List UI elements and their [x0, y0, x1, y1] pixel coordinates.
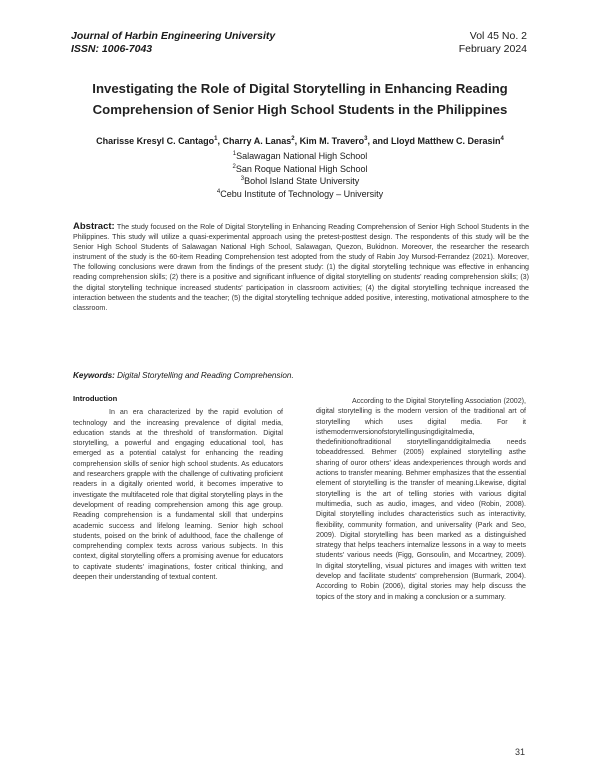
affiliation: [60, 188, 540, 201]
introduction-paragraph-1: In an era characterized by the rapid evolution of technology and the increasing prevalence of digital media, education stands at the threshold of transformation. Digital storytelling, a powerful and engaging educational tool, has emerged as a potential catalyst for enhancing the reading comprehension skills of senior high school students. As educators and researchers grapple with the challenge of cultivating proficient readers in a digitally oriented world, it becomes imperative to investigate the multifaceted role that digital storytelling plays in the development of reading comprehension among this age group. Reading comprehension is a fundamental skill that underpins academic success and lifelong learning. Senior high school students, poised on the brink of adulthood, face the challenge of comprehending complex texts across various subjects. In this context, digital storytelling offers a promising avenue for educators to captivate students' imaginations, foster critical thinking, and deepen their understanding of textual content.: [73, 408, 283, 582]
author-separator: ,: [217, 136, 223, 146]
affiliation: [60, 150, 540, 163]
paper-title: Investigating the Role of Digital Storytelling in Enhancing Reading Comprehension of Senior High School Students in the Philippines: [92, 81, 508, 117]
journal-date: February 2024: [458, 43, 527, 55]
affiliation-name: San Roque National High School: [235, 163, 368, 174]
page-number: 31: [514, 747, 525, 757]
author-separator: , and: [367, 136, 391, 146]
keywords-text: Digital Storytelling and Reading Comprehension.: [117, 371, 294, 380]
abstract-text: The study focused on the Role of Digital Storytelling in Enhancing Reading Comprehension of Senior High School Students in the Philippines. This study will utilize a quasi-experimental approach using the pretest-posttest design. The respondents of this study will be the Senior High School Students of Salawagan National High School, Salawagan, Quezon, Bukidnon. Moreover, the researcher the research instrument of the study is the 60-item Reading Comprehension test adopted from the study of Rabin Joy Mursod-Ferrandez (2021). Moreover, The following conclusions were drawn from the findings of the present study: (1) the digital storytelling technique was effective in enhancing reading comprehension skills; (2) there is a positive and significant influence of digital storytelling on students' reading comprehension skills; (3) the digital storytelling technique increased students' participation in classroom activities; (4) the digital storytelling technique increased the interaction between the students and the teacher; (5) the digital storytelling technique added positive, interesting, motivational atmosphere to the classroom.: [73, 223, 530, 312]
journal-issn: ISSN: 1006-7043: [71, 43, 153, 55]
journal-header-right: [459, 30, 527, 56]
affiliation-sup: 3: [240, 176, 245, 182]
journal-header-left: [71, 30, 275, 56]
affiliation-sup: 1: [232, 151, 237, 157]
abstract-label: Abstract:: [73, 221, 115, 232]
affiliation-name: Salawagan National High School: [236, 151, 368, 161]
author-sup: 2: [291, 136, 295, 142]
introduction-paragraph-2: According to the Digital Storytelling Association (2002), digital storytelling is the modern version of the traditional art of storytelling which uses digital media. For it isthemodernversionofstorytellingusingdigitalmedia, thedefinitionoftraditional storytellinganddigitalmedia needs tobeaddressed. Behmer (2005) explained storytelling asthe sharing of ouror others' ideas andexperiences through words and actions to transfer meaning. Behmer emphasizes that the essential element of storytelling is the transfer of meaning.Likewise, digital storytelling is the art of telling stories with various digital multimedia, such as audio, images, and video (Robin, 2008). Digital storytelling includes characteristics such as interactivity, flexibility, community formation, and universality (Park and Seo, 2009). Digital storytelling has been marked as a distinguished strategy that helps teachers internalize lessons in a way to meets students' various needs (Figg, Gonsoulin, and Mccartney, 2009). In digital storytelling, visual pictures and images with written text develop and facilitate students' comprehension (Burmark, 2004). According to Robin (2006), digital stories may help discuss the topics of the story and in making a conclusion or a summary.: [316, 397, 526, 601]
affiliation-sup: 2: [232, 163, 236, 170]
affiliation-name: Cebu Institute of Technology – University: [220, 188, 384, 199]
journal-volume: Vol 45 No. 2: [469, 30, 527, 42]
right-column: [316, 396, 526, 602]
affiliation-name: Bohol Island State University: [244, 176, 360, 186]
affiliation-list: [60, 150, 540, 200]
keywords-label: Keywords:: [73, 371, 115, 380]
author-name: Charisse Kresyl C. Cantago: [96, 136, 215, 146]
left-column: [73, 394, 283, 582]
author-separator: ,: [294, 136, 300, 146]
affiliation: [60, 175, 540, 188]
affiliation: [60, 163, 540, 176]
author-name: Kim M. Travero: [299, 136, 365, 146]
author-sup: 3: [364, 136, 368, 142]
author-name: Charry A. Lanas: [222, 136, 292, 146]
author-name: Lloyd Matthew C. Derasin: [390, 136, 501, 146]
section-heading-introduction: Introduction: [73, 394, 118, 403]
abstract: [73, 222, 529, 313]
author-list: [50, 135, 550, 147]
journal-name: Journal of Harbin Engineering University: [71, 30, 276, 42]
author-sup: 1: [214, 136, 218, 142]
author-sup: 4: [500, 136, 504, 142]
affiliation-sup: 4: [216, 188, 221, 195]
keywords: [73, 371, 294, 380]
